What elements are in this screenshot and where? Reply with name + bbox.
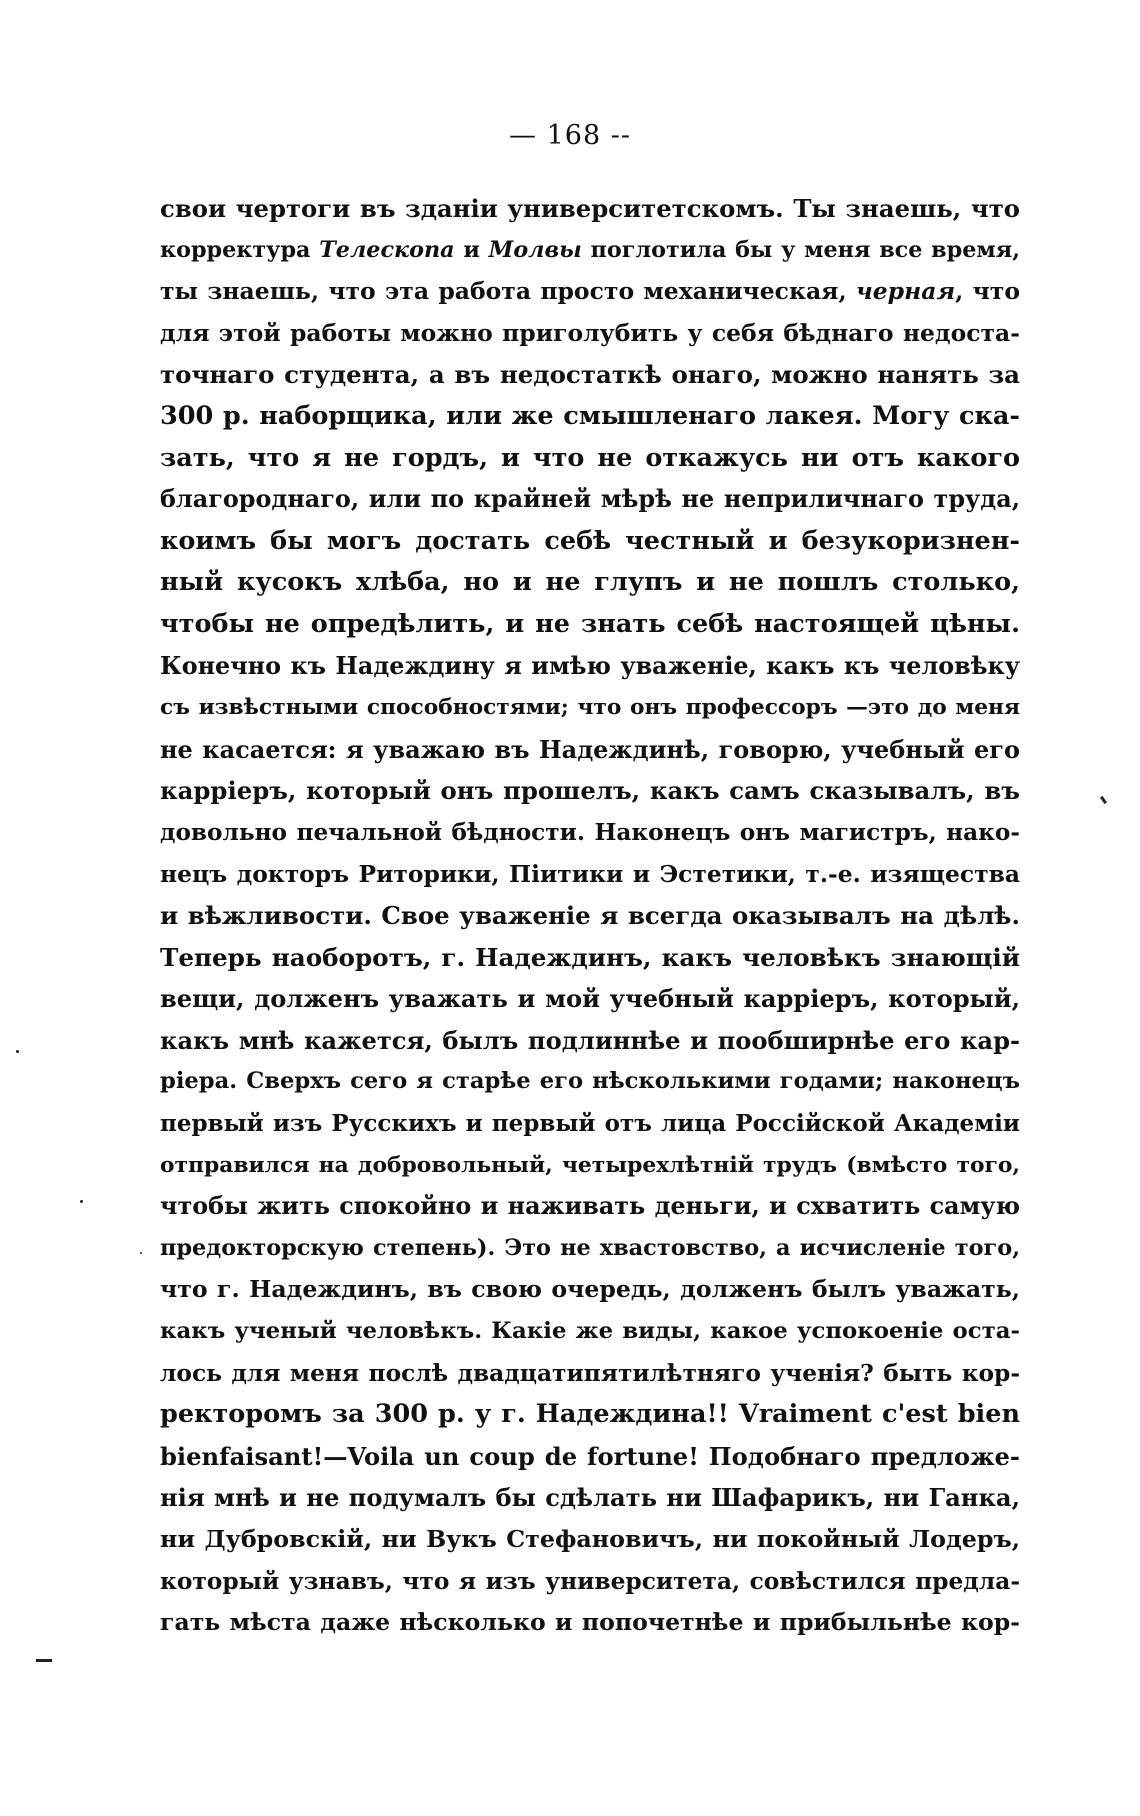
text-segment: корректура bbox=[160, 236, 320, 263]
text-line bbox=[160, 562, 1020, 604]
text-segment: точнаго студента, а въ недостаткѣ онаго, можно нанять за bbox=[160, 360, 1020, 390]
text-segment: bienfaisant!—Voila un coup de fortune! Подобнаго предложе- bbox=[160, 1441, 1020, 1471]
text-segment: Теперь наоборотъ, г. Надеждинъ, какъ человѣкъ знающій bbox=[160, 942, 1020, 972]
text-line bbox=[160, 1477, 1020, 1519]
text-segment: и вѣжливости. Свое уваженіе я всегда оказывалъ на дѣлѣ. bbox=[160, 901, 1020, 931]
text-line bbox=[160, 1228, 1020, 1270]
text-segment: зать, что я не гордъ, и что не откажусь ни отъ какого bbox=[160, 442, 1020, 473]
text-segment: ни Дубровскій, ни Вукъ Стефановичъ, ни покойный Лодеръ, bbox=[160, 1525, 1020, 1553]
text-segment: предокторскую степень). Это не хвастовство, а исчисленіе того, bbox=[160, 1234, 1020, 1261]
text-line bbox=[160, 1145, 1020, 1187]
text-segment: благороднаго, или по крайней мѣрѣ не неприличнаго труда, bbox=[160, 485, 1020, 514]
italic-title: Молвы bbox=[488, 236, 582, 263]
text-segment: который узнавъ, что я изъ университета, совѣстился предла- bbox=[160, 1567, 1020, 1595]
text-line bbox=[160, 854, 1020, 896]
text-line bbox=[160, 521, 1020, 563]
text-line bbox=[160, 770, 1020, 812]
text-line bbox=[160, 978, 1020, 1020]
text-line bbox=[160, 396, 1020, 438]
text-segment: ты знаешь, что эта работа просто механическая, bbox=[160, 277, 856, 306]
text-segment: ный кусокъ хлѣба, но и не глупъ и не пошлъ столько, bbox=[160, 567, 1020, 598]
text-segment: свои чертоги въ зданіи университетскомъ. Ты знаешь, что bbox=[160, 194, 1020, 223]
text-line bbox=[160, 1311, 1020, 1353]
text-line bbox=[160, 479, 1020, 521]
margin-speck bbox=[80, 1200, 83, 1203]
text-segment: ректоромъ за 300 р. у г. Надеждина!! Vraiment c'est bien bbox=[160, 1399, 1020, 1430]
text-line bbox=[160, 271, 1020, 313]
text-segment: съ извѣстными способностями; что онъ профессоръ —это до меня bbox=[160, 695, 1020, 721]
text-segment: карріеръ, который онъ прошелъ, какъ самъ сказывалъ, въ bbox=[160, 776, 1020, 806]
body-text bbox=[160, 188, 1020, 1644]
text-segment: 300 р. наборщика, или же смышленаго лакея. Могу ска- bbox=[160, 400, 1020, 431]
text-line bbox=[160, 230, 1020, 272]
text-line bbox=[160, 1269, 1020, 1311]
text-segment: довольно печальной бѣдности. Наконецъ онъ магистръ, нако- bbox=[160, 818, 1020, 846]
text-line bbox=[160, 1394, 1020, 1436]
text-line bbox=[160, 1186, 1020, 1228]
text-segment: для этой работы можно приголубить у себя бѣднаго недоста- bbox=[160, 318, 1020, 347]
text-segment: Конечно къ Надеждину я имѣю уваженіе, какъ къ человѣку bbox=[160, 651, 1020, 680]
text-line bbox=[160, 937, 1020, 979]
italic-title: черная bbox=[855, 277, 956, 306]
text-segment: что г. Надеждинъ, въ свою очередь, долженъ былъ уважать, bbox=[160, 1275, 1020, 1304]
text-segment: коимъ бы могъ достать себѣ честный и безукоризнен- bbox=[160, 525, 1020, 556]
italic-title: Телескопа bbox=[319, 236, 455, 263]
text-segment: ріера. Сверхъ сего я старѣе его нѣсколькими годами; наконецъ bbox=[160, 1068, 1020, 1095]
text-segment: и bbox=[454, 236, 489, 263]
text-segment: чтобы не опредѣлить, и не знать себѣ настоящей цѣны. bbox=[160, 608, 1020, 639]
text-segment: поглотила бы у меня все время, bbox=[581, 236, 1020, 263]
text-segment: гать мѣста даже нѣсколько и попочетнѣе и прибыльнѣе кор- bbox=[160, 1608, 1020, 1637]
text-segment: первый изъ Русскихъ и первый отъ лица Россійской Академіи bbox=[160, 1110, 1020, 1138]
text-line bbox=[160, 1602, 1020, 1644]
margin-speck bbox=[1100, 796, 1107, 804]
text-segment: отправился на добровольный, четырехлѣтній трудъ (вмѣсто того, bbox=[160, 1152, 1020, 1178]
margin-speck bbox=[36, 1659, 52, 1662]
margin-speck bbox=[16, 1050, 19, 1053]
text-segment: чтобы жить спокойно и наживать деньги, и схватить самую bbox=[160, 1192, 1020, 1221]
text-line bbox=[160, 1519, 1020, 1561]
text-line bbox=[160, 354, 1020, 396]
text-line bbox=[160, 895, 1020, 937]
text-line bbox=[160, 687, 1020, 729]
text-segment: , что bbox=[955, 277, 1020, 306]
text-line bbox=[160, 1353, 1020, 1395]
text-line bbox=[160, 812, 1020, 854]
text-line bbox=[160, 1103, 1020, 1145]
text-segment: какъ мнѣ кажется, былъ подлиннѣе и пообширнѣе его кар- bbox=[160, 1025, 1020, 1055]
text-line bbox=[160, 1020, 1020, 1062]
text-line bbox=[160, 188, 1020, 230]
text-line bbox=[160, 438, 1020, 480]
text-segment: лось для меня послѣ двадцатипятилѣтняго ученія? быть кор- bbox=[160, 1359, 1020, 1387]
text-segment: нія мнѣ и не подумалъ бы сдѣлать ни Шафарикъ, ни Ганка, bbox=[160, 1483, 1020, 1513]
text-segment: не касается: я уважаю въ Надеждинѣ, говорю, учебный его bbox=[160, 734, 1020, 764]
text-line bbox=[160, 313, 1020, 355]
text-segment: какъ ученый человѣкъ. Какіе же виды, какое успокоеніе оста- bbox=[160, 1318, 1020, 1345]
margin-speck bbox=[140, 1252, 142, 1254]
text-segment: вещи, долженъ уважать и мой учебный карріеръ, который, bbox=[160, 984, 1020, 1014]
text-line bbox=[160, 1561, 1020, 1603]
text-line bbox=[160, 729, 1020, 771]
page-number: — 168 -- bbox=[509, 120, 631, 151]
text-line bbox=[160, 646, 1020, 688]
text-line bbox=[160, 1436, 1020, 1478]
text-line bbox=[160, 1061, 1020, 1103]
text-line bbox=[160, 604, 1020, 646]
text-segment: нецъ докторъ Риторики, Піитики и Эстетики, т.-е. изящества bbox=[160, 859, 1020, 888]
